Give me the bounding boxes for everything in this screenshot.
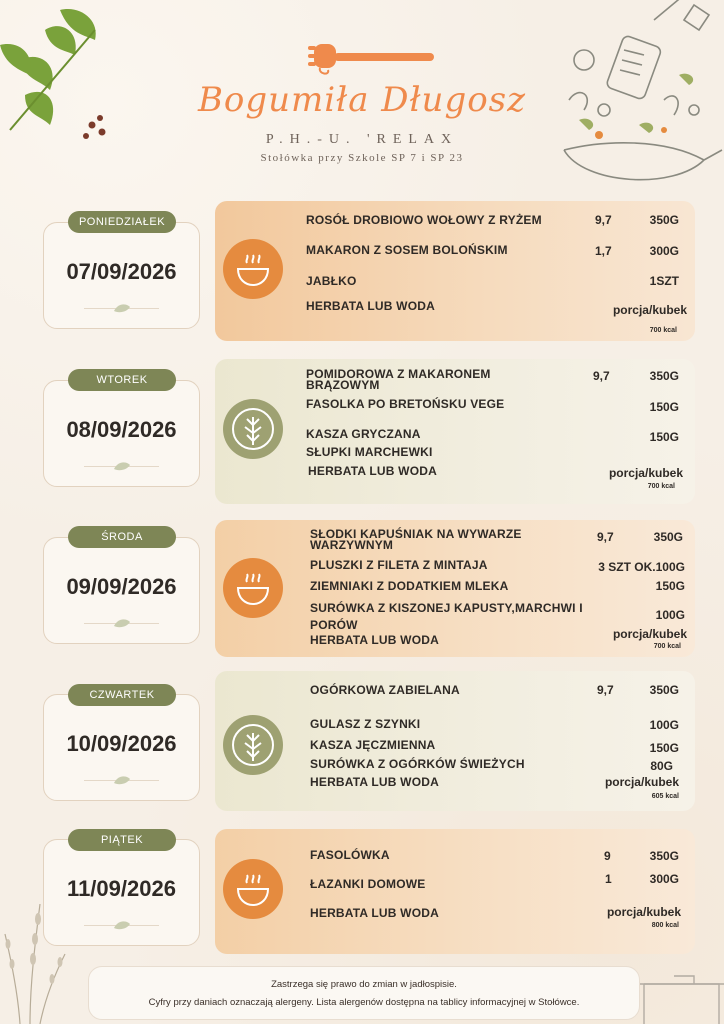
soup-bowl-icon: [223, 558, 283, 618]
soup-bowl-icon: [223, 239, 283, 299]
date-text: 11/09/2026: [67, 876, 176, 901]
portion: 350G: [653, 530, 683, 544]
menu-item: KASZA JĘCZMIENNA: [310, 738, 436, 752]
leaf-icon: [112, 918, 132, 932]
portion: 150G: [649, 741, 679, 755]
menu-card: [215, 201, 695, 341]
date-text: 08/09/2026: [66, 417, 177, 442]
soup-bowl-icon: [223, 859, 283, 919]
portion: 300G: [649, 244, 679, 258]
day-label: PIĄTEK: [68, 829, 176, 851]
menu-item: KASZA GRYCZANA: [306, 427, 421, 441]
portion: porcja/kubek: [604, 775, 679, 789]
menu-card: [215, 671, 695, 811]
portion: 150G: [649, 400, 679, 414]
footer-line-allergens: Cyfry przy daniach oznaczają alergeny. Lista alergenów dostępna na tablicy informacyjnej w Stołówce.: [148, 997, 580, 1008]
kcal-total: 700 kcal: [653, 643, 681, 650]
menu-item: GULASZ Z SZYNKI: [310, 717, 421, 731]
leaf-icon: [112, 301, 132, 315]
brand-name: Bogumiła Długosz: [197, 80, 527, 120]
allergens: 9,7: [593, 369, 610, 383]
frying-pan-decoration-icon: [544, 0, 724, 190]
portion: porcja/kubek: [612, 627, 687, 641]
leaf-icon: [223, 399, 283, 459]
date-card: [43, 537, 200, 644]
leaf-icon: [112, 459, 132, 473]
menu-item: PLUSZKI Z FILETA Z MINTAJA: [310, 558, 488, 572]
menu-item: SŁODKI KAPUŚNIAK NA WYWARZE WARZYWNYM: [310, 527, 522, 552]
date-card: [43, 694, 200, 801]
menu-item: OGÓRKOWA ZABIELANA: [310, 683, 460, 697]
menu-item: SŁUPKI MARCHEWKI: [306, 445, 433, 459]
menu-item: FASOLKA PO BRETOŃSKU VEGE: [306, 397, 505, 411]
allergens: 9,7: [597, 530, 614, 544]
portion: 150G: [655, 579, 685, 593]
kcal-total: 700 kcal: [649, 327, 677, 334]
portion: 150G: [649, 430, 679, 444]
portion: 350G: [649, 369, 679, 383]
portion: 3 SZT OK.100G: [598, 560, 685, 574]
header: [0, 0, 724, 190]
leaf-icon: [112, 773, 132, 787]
date-text: 10/09/2026: [66, 731, 177, 756]
pot-decoration-icon: [634, 964, 724, 1024]
date-text: 07/09/2026: [66, 259, 177, 284]
kcal-total: 800 kcal: [651, 922, 679, 929]
menu-item: SURÓWKA Z OGÓRKÓW ŚWIEŻYCH: [310, 757, 525, 771]
portion: 100G: [649, 718, 679, 732]
menu-item: SURÓWKA Z KISZONEJ KAPUSTY,MARCHWI I PORÓW: [310, 601, 583, 632]
herb-decoration-icon: [0, 0, 110, 150]
menu-item: HERBATA LUB WODA: [310, 775, 439, 789]
day-label: CZWARTEK: [68, 684, 176, 706]
portion: 100G: [655, 608, 685, 622]
day-label: ŚRODA: [68, 526, 176, 548]
menu-item: ŁAZANKI DOMOWE: [310, 877, 426, 891]
portion: porcja/kubek: [608, 466, 683, 480]
portion: 300G: [649, 872, 679, 886]
menu-item: HERBATA LUB WODA: [310, 906, 439, 920]
allergens: 9,7: [597, 683, 614, 697]
allergens: 9,7: [595, 213, 612, 227]
leaf-icon: [223, 715, 283, 775]
portion: porcja/kubek: [612, 303, 687, 317]
menu-item: JABŁKO: [306, 274, 357, 288]
date-card: [43, 380, 200, 487]
date-text: 09/09/2026: [66, 574, 177, 599]
menu-item: ROSÓŁ DROBIOWO WOŁOWY Z RYŻEM: [306, 213, 542, 227]
footer-note: [88, 966, 640, 1020]
leaf-icon: [112, 616, 132, 630]
portion: porcja/kubek: [606, 905, 681, 919]
menu-item: HERBATA LUB WODA: [308, 464, 437, 478]
menu-item: ZIEMNIAKI Z DODATKIEM MLEKA: [310, 579, 509, 593]
fork-logo-icon: [308, 40, 438, 76]
portion: 350G: [649, 849, 679, 863]
portion: 350G: [649, 213, 679, 227]
portion: 80G: [650, 759, 673, 773]
allergens: 9: [604, 849, 611, 863]
menu-card: [215, 359, 695, 504]
reeds-decoration-icon: [0, 904, 70, 1024]
allergens: 1,7: [595, 244, 612, 258]
canteen-tagline: Stołówka przy Szkole SP 7 i SP 23: [260, 152, 464, 164]
portion: 1SZT: [649, 274, 679, 288]
menu-card: [215, 520, 695, 657]
kcal-total: 700 kcal: [647, 483, 675, 490]
footer-line-changes: Zastrzega się prawo do zmian w jadłospisie.: [271, 979, 457, 990]
allergens: 1: [605, 872, 612, 886]
menu-item: MAKARON Z SOSEM BOLOŃSKIM: [306, 243, 508, 257]
menu-item: HERBATA LUB WODA: [306, 299, 435, 313]
kcal-total: 605 kcal: [651, 793, 679, 800]
portion: 350G: [649, 683, 679, 697]
menu-item: POMIDOROWA Z MAKARONEM BRĄZOWYM: [306, 367, 491, 392]
company-subtitle: P.H.-U. 'RELAX: [265, 132, 459, 147]
menu-item: FASOLÓWKA: [310, 848, 390, 862]
menu-card: [215, 829, 695, 954]
date-card: [43, 222, 200, 329]
day-label: PONIEDZIAŁEK: [68, 211, 176, 233]
menu-item: HERBATA LUB WODA: [310, 633, 439, 647]
day-label: WTOREK: [68, 369, 176, 391]
